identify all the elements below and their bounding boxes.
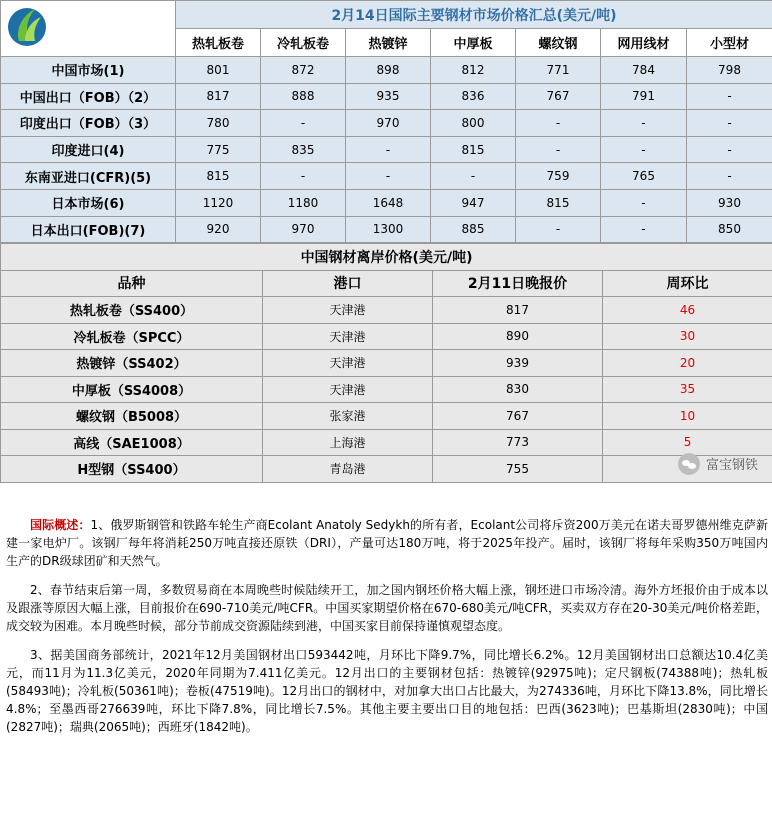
price-cell: -: [601, 216, 687, 243]
fob-header-row: [1, 270, 772, 297]
international-overview: [6, 516, 768, 747]
price-cell: 784: [601, 57, 687, 84]
fob-table-row: [1, 350, 772, 377]
price-cell: -: [516, 110, 601, 137]
price-cell: 970: [346, 110, 431, 137]
col-header: 热镀锌: [346, 29, 431, 57]
fob-price-table: [0, 243, 772, 483]
price-cell: 850: [687, 216, 772, 243]
port-cell: 天津港: [263, 350, 433, 377]
col-header: 品种: [1, 270, 263, 297]
intl-table-row: [1, 83, 772, 110]
price-cell: 765: [601, 163, 687, 190]
fob-table-row: [1, 297, 772, 324]
row-label: 印度出口（FOB）（3）: [1, 110, 176, 137]
product-cell: H型钢（SS400）: [1, 456, 263, 483]
wow-cell: 30: [603, 323, 772, 350]
product-cell: 热镀锌（SS402）: [1, 350, 263, 377]
overview-paragraph-1: [6, 516, 768, 570]
port-cell: 青岛港: [263, 456, 433, 483]
intl-table-row: [1, 57, 772, 84]
col-header: 热轧板卷: [176, 29, 261, 57]
port-cell: 天津港: [263, 376, 433, 403]
price-cell: 755: [433, 456, 603, 483]
price-cell: 812: [431, 57, 516, 84]
price-cell: 939: [433, 350, 603, 377]
wechat-icon: [678, 453, 700, 475]
price-cell: -: [261, 110, 346, 137]
price-cell: 872: [261, 57, 346, 84]
price-cell: 815: [431, 136, 516, 163]
fob-table-row: [1, 456, 772, 483]
price-cell: 930: [687, 189, 772, 216]
price-cell: -: [687, 136, 772, 163]
col-header: 港口: [263, 270, 433, 297]
price-cell: -: [346, 136, 431, 163]
watermark-text: 富宝钢铁: [705, 458, 758, 474]
col-header: 小型材: [687, 29, 772, 57]
price-cell: 885: [431, 216, 516, 243]
watermark: [678, 453, 758, 475]
price-cell: -: [431, 163, 516, 190]
port-cell: 上海港: [263, 429, 433, 456]
row-label: 东南亚进口(CFR)(5): [1, 163, 176, 190]
price-cell: 815: [516, 189, 601, 216]
price-cell: 888: [261, 83, 346, 110]
row-label: 印度进口(4): [1, 136, 176, 163]
overview-paragraph-2: 2、春节结束后第一周，多数贸易商在本周晚些时候陆续开工，加之国内钢坯价格大幅上涨，钢坯进口市场冷清。海外方坯报价由于成本以及跟涨等原因大幅上涨，目前报价在690-710美元/吨CFR。中国买家期望价格在670-680美元/吨CFR，买卖双方存在20-30美元/吨价格差距，成交较为困难。本月晚些时候，部分节前成交资源陆续到港，中国买家目前保持谨慎观望态度。: [6, 583, 768, 633]
fob-table-row: [1, 429, 772, 456]
price-cell: 836: [431, 83, 516, 110]
price-cell: 947: [431, 189, 516, 216]
price-cell: 798: [687, 57, 772, 84]
col-header: 螺纹钢: [516, 29, 601, 57]
overview-paragraph-3: 3、据美国商务部统计，2021年12月美国钢材出口593442吨，月环比下降9.7%，同比增长6.2%。12月美国钢材出口总额达10.4亿美元，而11月为11.3亿美元，2020年同期为7.411亿美元。12月出口的主要钢材包括：热镀锌(92975吨)；定尺钢板(74388吨)；热轧板(58493吨)；冷轧板(50361吨)；卷板(47519吨)。12月出口的钢材中，对加拿大出口占比最大，为274336吨，月环比下降13.8%，同比增长4.8%；至墨西哥276639吨，环比下降7.8%，同比增长7.5%。其他主要主要出口目的地包括：巴西(3623吨)；巴基斯坦(2830吨)；中国(2827吨)；瑞典(2065吨)；西班牙(1842吨)。: [6, 648, 768, 734]
price-cell: 1120: [176, 189, 261, 216]
product-cell: 螺纹钢（B5008）: [1, 403, 263, 430]
product-cell: 热轧板卷（SS400）: [1, 297, 263, 324]
price-cell: 817: [433, 297, 603, 324]
intl-table-row: [1, 216, 772, 243]
price-cell: 815: [176, 163, 261, 190]
product-cell: 高线（SAE1008）: [1, 429, 263, 456]
wow-cell: 46: [603, 297, 772, 324]
intl-table-row: [1, 110, 772, 137]
col-header: 周环比: [603, 270, 772, 297]
price-cell: 767: [433, 403, 603, 430]
intl-table-row: [1, 189, 772, 216]
price-cell: 791: [601, 83, 687, 110]
fob-table-row: [1, 403, 772, 430]
port-cell: 张家港: [263, 403, 433, 430]
price-cell: 775: [176, 136, 261, 163]
price-cell: 1648: [346, 189, 431, 216]
price-cell: 773: [433, 429, 603, 456]
price-cell: -: [601, 189, 687, 216]
page-title: 2月14日国际主要钢材市场价格汇总(美元/吨): [176, 1, 772, 29]
intl-price-table: [0, 0, 772, 243]
overview-lead: 国际概述：: [30, 518, 91, 532]
fob-table-title: 中国钢材离岸价格(美元/吨): [1, 244, 772, 271]
price-cell: 890: [433, 323, 603, 350]
price-cell: -: [516, 136, 601, 163]
col-header: 冷轧板卷: [261, 29, 346, 57]
price-cell: -: [601, 110, 687, 137]
col-header: 2月11日晚报价: [433, 270, 603, 297]
intl-table-row: [1, 136, 772, 163]
price-cell: 780: [176, 110, 261, 137]
fob-table-row: [1, 376, 772, 403]
row-label: 中国出口（FOB）（2）: [1, 83, 176, 110]
price-cell: -: [687, 163, 772, 190]
company-logo-icon: [5, 1, 49, 53]
wow-cell: 5: [603, 429, 772, 456]
price-cell: 920: [176, 216, 261, 243]
price-cell: 830: [433, 376, 603, 403]
fob-table-row: [1, 323, 772, 350]
col-header: 中厚板: [431, 29, 516, 57]
price-cell: 935: [346, 83, 431, 110]
price-cell: 970: [261, 216, 346, 243]
wow-cell: 20: [603, 350, 772, 377]
col-header: 网用线材: [601, 29, 687, 57]
price-cell: -: [516, 216, 601, 243]
price-cell: 817: [176, 83, 261, 110]
logo: [1, 1, 176, 57]
overview-text-1: 1、俄罗斯钢管和铁路车轮生产商Ecolant Anatoly Sedykh的所有者，Ecolant公司将斥资200万美元在诺夫哥罗德州维克萨新建一家电炉厂。该钢厂每年将消耗250万吨直接还原铁（DRI），产量可达180万吨，将于2025年投产。届时，该钢厂将每年采购350万吨国内生产的DR级球团矿和天然气。: [6, 518, 768, 568]
price-cell: 767: [516, 83, 601, 110]
price-cell: -: [346, 163, 431, 190]
product-cell: 冷轧板卷（SPCC）: [1, 323, 263, 350]
intl-table-row: [1, 163, 772, 190]
wow-cell: 10: [603, 403, 772, 430]
price-cell: -: [601, 136, 687, 163]
row-label: 日本市场(6): [1, 189, 176, 216]
row-label: 日本出口(FOB)(7): [1, 216, 176, 243]
product-cell: 中厚板（SS4008）: [1, 376, 263, 403]
price-cell: 771: [516, 57, 601, 84]
price-cell: 759: [516, 163, 601, 190]
price-cell: 1180: [261, 189, 346, 216]
row-label: 中国市场(1): [1, 57, 176, 84]
price-cell: -: [261, 163, 346, 190]
price-cell: -: [687, 83, 772, 110]
price-cell: 800: [431, 110, 516, 137]
wow-cell: 35: [603, 376, 772, 403]
price-cell: 898: [346, 57, 431, 84]
price-cell: 1300: [346, 216, 431, 243]
price-cell: -: [687, 110, 772, 137]
price-cell: 801: [176, 57, 261, 84]
port-cell: 天津港: [263, 323, 433, 350]
price-cell: 835: [261, 136, 346, 163]
port-cell: 天津港: [263, 297, 433, 324]
